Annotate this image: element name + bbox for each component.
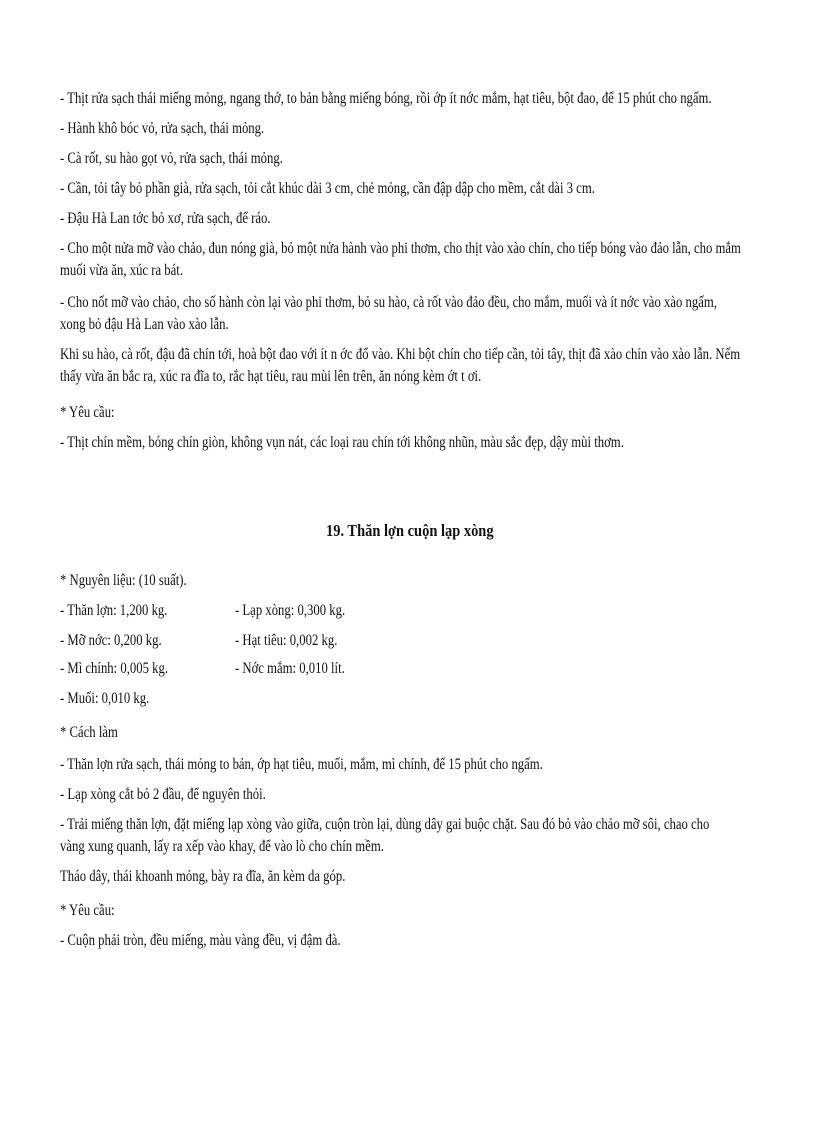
prep-step-onion: - Hành khô bóc vỏ, rửa sạch, thái mỏng. [60,120,265,137]
ingredient-right: - Nớc mắm: 0,010 lít. [235,660,345,677]
method-label: * Cách làm [60,724,118,741]
requirements-text: - Thịt chín mềm, bóng chín giòn, không vụn nát, các loại rau chín tới không nhũn, màu sắc đẹp, dậy mùi thơm. [60,434,624,451]
prep-step-peas: - Đậu Hà Lan tớc bỏ xơ, rửa sạch, để ráo. [60,210,271,227]
ingredient-left: - Thăn lợn: 1,200 kg. [60,602,168,619]
method-step-3-line-2: vàng xung quanh, lấy ra xếp vào khay, để vào lò cho chín mềm. [60,838,384,855]
ingredient-left: - Mì chính: 0,005 kg. [60,660,169,677]
ingredient-right: - Hạt tiêu: 0,002 kg. [235,632,338,649]
ingredient-right: - Lạp xòng: 0,300 kg. [235,602,346,619]
cook-step-1-line-1: - Cho một nửa mỡ vào chảo, đun nóng già, bỏ một nửa hành vào phi thơm, cho thịt vào xào chín, cho tiếp bóng vào đảo lẫn, cho mắm [60,240,741,257]
method-step-1: - Thăn lợn rửa sạch, thái mỏng to bản, ớp hạt tiêu, muối, mắm, mì chính, để 15 phút cho ngấm. [60,756,543,773]
cook-step-2-line-1: - Cho nốt mỡ vào chảo, cho số hành còn lại vào phi thơm, bỏ su hào, cà rốt vào đảo đều, cho mắm, muối và ít nớc vào xào ngấm, [60,294,717,311]
ingredients-label: * Nguyên liệu: (10 suất). [60,572,187,589]
cook-step-2-line-2: xong bỏ đậu Hà Lan vào xào lẫn. [60,316,229,333]
requirements-label: * Yêu cầu: [60,404,115,421]
recipe-title: 19. Thăn lợn cuộn lạp xòng [326,521,494,540]
prep-step-celery: - Cần, tỏi tây bỏ phần già, rửa sạch, tỏi cắt khúc dài 3 cm, chẻ mỏng, cần đập dập cho mềm, cắt dài 3 cm. [60,180,595,197]
requirements-text-2: - Cuộn phải tròn, đều miếng, màu vàng đều, vị đậm đà. [60,932,341,949]
prep-step-carrot: - Cà rốt, su hào gọt vỏ, rửa sạch, thái mỏng. [60,150,283,167]
requirements-label-2: * Yêu cầu: [60,902,115,919]
method-step-2: - Lạp xòng cắt bỏ 2 đầu, để nguyên thỏi. [60,786,266,803]
method-step-3-line-1: - Trải miếng thăn lợn, đặt miếng lạp xòng vào giữa, cuộn tròn lại, dùng dây gai buộc chặt. Sau đó bỏ vào chảo mỡ sôi, chao cho [60,816,710,833]
prep-step-meat: - Thịt rửa sạch thái miếng mỏng, ngang thớ, to bản bằng miếng bóng, rồi ớp ít nớc mắm, hạt tiêu, bột đao, để 15 phút cho ngấm. [60,90,712,107]
cook-step-1-line-2: muối vừa ăn, xúc ra bát. [60,262,184,279]
cook-step-3-line-1: Khi su hào, cà rốt, đậu đã chín tới, hoà bột đao với ít n ớc đổ vào. Khi bột chín cho tiếp cần, tỏi tây, thịt đã xào chín vào xào lẫn. Nếm [60,346,741,363]
ingredient-row [60,688,650,710]
cook-step-3-line-2: thấy vừa ăn bắc ra, xúc ra đĩa to, rắc hạt tiêu, rau mùi lên trên, ăn nóng kèm ớt t ơi. [60,368,482,385]
method-step-4: Tháo dây, thái khoanh mỏng, bày ra đĩa, ăn kèm da góp. [60,868,346,885]
ingredient-left: - Mỡ nớc: 0,200 kg. [60,632,162,649]
ingredient-left: - Muối: 0,010 kg. [60,690,150,707]
